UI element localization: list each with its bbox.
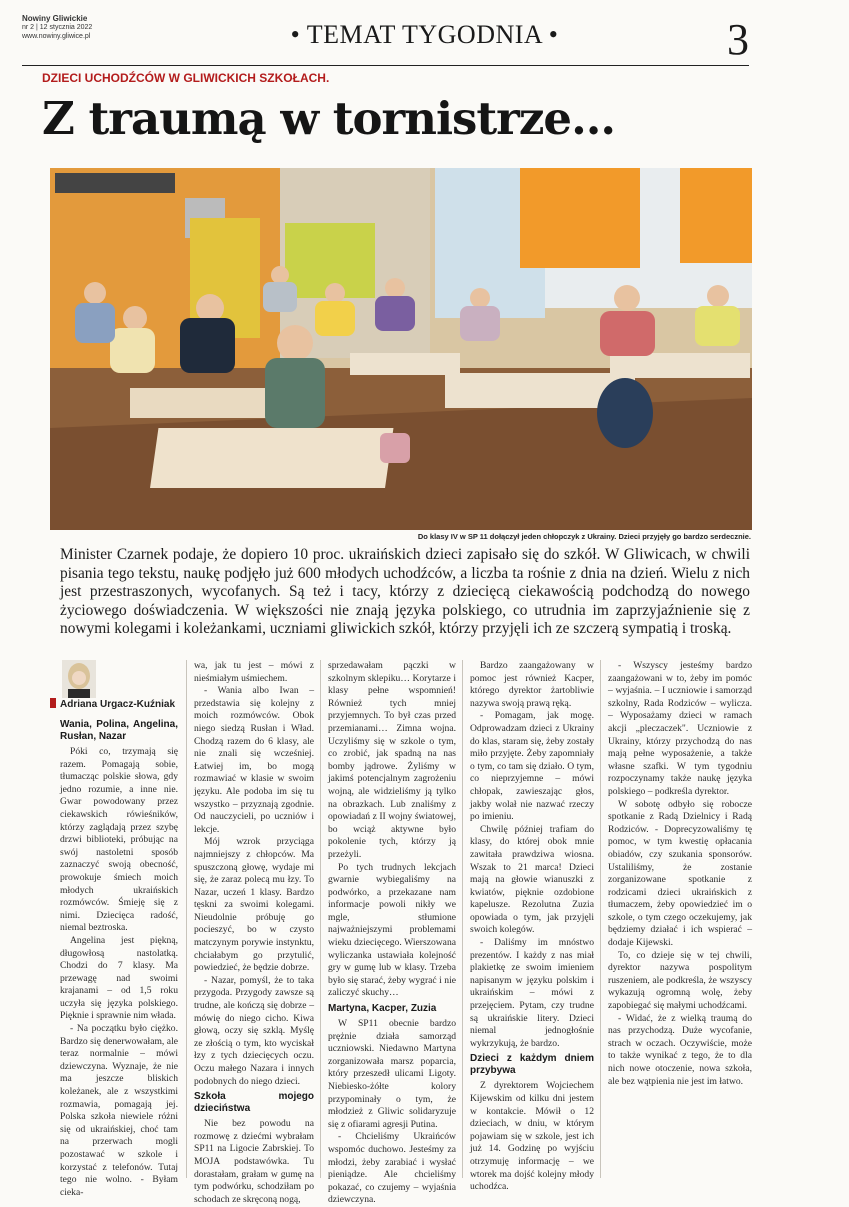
paragraph: W SP11 obecnie bardzo prężnie działa samorząd uczniowski. Niedawno Martyna zorganizowała marsz poparcia, który przeszedł ulicami Ligoty. Niebiesko-żółte kolory przypominały o tym, że młodzież z Gliwic solidaryzuje się z ofiarami agresji Putina.	[328, 1018, 456, 1130]
author-byline	[50, 698, 180, 710]
paragraph: sprzedawałam pączki w szkolnym sklepiku… Korytarze i klasy pełne wspomnień! Również tych mniej przyjemnych. To był czas przed przemianami… Zimna wojna. Uczyliśmy się w szkole o tym, co zrobić, jak spadną na nas bomby jądrowe. Żyliśmy w jakimś potencjalnym zagrożeniu wojną, ale widzieliśmy ją tylko na obrazkach. Lub znaliśmy z opowiadań z II wojny światowej, bo wciąż aktywne było pokolenie tych, którzy ją przeżyli.	[328, 660, 456, 860]
paragraph: - Nazar, pomyśl, że to taka przygoda. Przygody zawsze są trudne, ale kończą się dobrze – mówię do niego cicho. Kiwa głową, oczy się szklą. Myślę ze złością o tym, kto wyciskał łzy z tych dziecięcych oczu. Oczu małego Nazara i innych podobnych do niego dzieci.	[194, 974, 314, 1087]
author-photo	[62, 660, 96, 698]
column-divider	[462, 660, 463, 1178]
paragraph: Po tych trudnych lekcjach gwarnie wybiegaliśmy na podwórko, a przekazane nam informacje powoli nikły we mgle, stłumione najważniejszymi problemami wieku dziecięcego. Wierszowana wyliczanka ustawiała kolejność gry w gumę lub w klasy. Trzeba było się starać, żeby wygrać i nie zaliczyć skuchy…	[328, 861, 456, 999]
website-link[interactable]: www.nowiny.gliwice.pl	[22, 33, 91, 40]
paragraph: Chwilę później trafiam do klasy, do której obok mnie zawitała prawdziwa wiosna. Wszak to 21 marca! Dzieci mają na głowie wianuszki z kwiatów, pięknie ozdobione kapelusze. Rezolutna Zuzia opowiada o tym, jak przyjęli swoich kolegów.	[470, 823, 594, 936]
paragraph: Nie bez powodu na rozmowę z dziećmi wybrałam SP11 na Ligocie Zabrskiej. To MOJA podstawówka. Tu dorastałam, grałam w gumę na tym podwórku, schodziłam po schodach ze skręconą nogą,	[194, 1118, 314, 1205]
subheading: Szkoła mojego dzieciństwa	[194, 1091, 314, 1115]
paragraph: Angelina jest piękną, długowłosą nastolatką. Chodzi do 7 klasy. Ma przewagę nad swoimi krajanami – od 1,5 roku uczyła się języka polskiego. Pięknie i sprawnie nim włada.	[60, 934, 178, 1022]
paragraph: - Pomagam, jak mogę. Odprowadzam dzieci z Ukrainy do klas, staram się, żeby zostały miło przyjęte. Żeby zapomniały o tym, co tam się działo. O tym, co nieprzyjemne – mówi chłopak, zawieszając głos, jakby wolał nie nazwać rzeczy po imieniu.	[470, 710, 594, 823]
subheading: Wania, Polina, Angelina, Rusłan, Nazar	[60, 719, 178, 742]
article-column-3	[328, 660, 456, 1207]
subheading: Dzieci z każdym dniem przybywa	[470, 1053, 594, 1077]
subheading: Martyna, Kacper, Zuzia	[328, 1003, 437, 1015]
paragraph: - Wszyscy jesteśmy bardzo zaangażowani w to, żeby im pomóc – wyjaśnia. – I uczniowie i samorząd szkolny, Rada Rodziców – wylicza. – Wyposażamy dzieci w ramach akcji „pleczaczek". Uczniowie z Ukrainy, którzy przychodzą do nas mają pełne wyposażenie, a także własne szafki. W tym tygodniu rozpoczynamy także naukę języka polskiego – podkreśla dyrektor.	[608, 660, 752, 797]
section-title: • TEMAT TYGODNIA •	[290, 20, 559, 49]
paragraph: - Daliśmy im mnóstwo prezentów. I każdy z nas miał plakietkę ze swoim imieniem napisanym w języku polskim i ukraińskim – mówi z przejęciem. Pytam, czy trudne są ukraińskie litery. Dzieci niemal jednogłośnie wykrzykują, że bardzo.	[470, 937, 594, 1049]
paragraph: Z dyrektorem Wojciechem Kijewskim od kilku dni jestem w kontakcie. Mówił o 12 dzieciach, w dniu, w którym pojawiam się w szkole, jest ich już 14. Godzinę po wyjściu otrzymuję informację – we wtorek ma dojść kolejny młody uchodźca.	[470, 1080, 594, 1193]
article-lead: Minister Czarnek podaje, że dopiero 10 proc. ukraińskich dzieci zapisało się do szkół. W Gliwicach, w chwili pisania tego tekstu, naukę podjęło już 600 młodych uchodźców, a liczba ta rośnie z dnia na dzień. Wielu z nich jest przestraszonych, wycofanych. Są też i tacy, którzy z dziecięcą ciekawością podchodzą do nowego życiowego doświadczenia. W większości nie znają języka polskiego, co utrudnia im zaprzyjaźnienie się z nowymi kolegami i koleżankami, uczniami gliwickich szkół, którzy przyjęli ich ze szczerą sympatią i troską.	[60, 546, 750, 637]
photo-caption: Do klasy IV w SP 11 dołączył jeden chłopczyk z Ukrainy. Dzieci przyjęły go bardzo serdecznie.	[417, 532, 751, 541]
newspaper-name: Nowiny Gliwickie	[22, 14, 88, 23]
issue-info: nr 2 | 12 stycznia 2022	[22, 24, 93, 31]
page-number: 3	[727, 15, 749, 64]
article-column-4	[470, 660, 594, 1194]
column-divider	[186, 660, 187, 1178]
author-name: Adriana Urgacz-Kuźniak	[60, 699, 176, 710]
column-divider	[320, 660, 321, 1178]
paragraph: To, co dzieje się w tej chwili, dyrektor nazywa pospolitym ruszeniem, ale podkreśla, że wszyscy wykazują ogromną wolę, żeby zapobiegać się małymi uchodźcami.	[608, 949, 752, 1012]
paragraph: Bardzo zaangażowany w pomoc jest również Kacper, którego dyrektor żartobliwie nazywa swoją prawą ręką.	[470, 660, 594, 709]
paragraph: - Chcieliśmy Ukraińców wspomóc duchowo. Jesteśmy za młodzi, żeby zarabiać i wysłać pieniądze. Ale chcieliśmy pokazać, co czujemy – wyjaśnia dziewczyna.	[328, 1131, 456, 1206]
paragraph: wa, jak tu jest – mówi z nieśmiałym uśmiechem.	[194, 660, 314, 684]
article-column-2	[194, 660, 314, 1206]
paragraph: W sobotę odbyło się robocze spotkanie z Radą Dzielnicy i Radą Rodziców. - Doprecyzowaliśmy tę pomoc, w tym kwestię opłacania obiadów, czy szukania sponsorów. Ustaliliśmy, że zostanie zorganizowane spotkanie z rodzicami dzieci ukraińskich z tłumaczem, żeby opowiedzieć im o szkole, o tym czego oczekujemy, jak będziemy działać i ich wspierać – dodaje Kijewski.	[608, 798, 752, 949]
paragraph: Póki co, trzymają się razem. Pomagają sobie, tłumacząc polskie słowa, gdy jedno rozumie, a inne nie. Gwar powodowany przez ciekawskich rówieśników, którzy zaglądają przez szybę drzwi biblioteki, próbując na swój nastoletni sposób zaznaczyć swoją obecność, prowokuje śmiech moich młodych ukraińskich rozmówców. Śmieję się z nimi. Dziecięca radość, niemal beztroska.	[60, 746, 178, 934]
paragraph: - Widać, że z wielką traumą do nas przychodzą. Duże wycofanie, strach w oczach. Oczywiście, może to także wynikać z tego, że to dla nich nowe otoczenie, nowa szkoła, ale bez wątpienia nie jest im łatwo.	[608, 1012, 752, 1087]
article-kicker: DZIECI UCHODŹCÓW W GLIWICKICH SZKOŁACH.	[42, 71, 330, 85]
column-divider	[600, 660, 601, 1178]
classroom-photo	[50, 168, 752, 530]
article-column-1	[60, 716, 178, 1199]
article-headline: Z traumą w tornistrze...	[42, 92, 616, 145]
paragraph: Mój wzrok przyciąga najmniejszy z chłopców. Ma spuszczoną głowę, wydaje mi się, że zaraz polecą mu łzy. To Nazar, uczeń 1 klasy. Bardzo tęskni za swoimi kolegami. Nieudolnie próbuję go pocieszyć, bo w czysto matczynym porywie instynktu, chciałabym go przytulić, powiedzieć, że będzie dobrze.	[194, 836, 314, 974]
paragraph: - Na początku było ciężko. Bardzo się denerwowałam, ale teraz normalnie – mówi dziewczyna. Wyznaje, że nie ma jeszcze bliskich koleżanek, ale z wszystkimi rozmawia, pomagają jej. Polska szkoła niewiele różni się od ukraińskiej, choć tam na przerwach mogli pozostawać w szkole i korzystać z telefonów. Tutaj tego nie wolno. - Byłam cieka-	[60, 1023, 178, 1198]
header-divider	[22, 65, 749, 66]
paragraph: - Wania albo Iwan – przedstawia się kolejny z moich rozmówców. Obok niego siedzą Rusłan i Wład. Chodzą razem do 6 klasy, ale nie znali się wcześniej. Łatwiej im, bo mogą rozmawiać w klasie w swoim języku. Ale podoba im się tu wszystko – przyznają zgodnie. Od nauczycieli, po uczniów i lekcje.	[194, 685, 314, 835]
article-column-5	[608, 660, 752, 1088]
